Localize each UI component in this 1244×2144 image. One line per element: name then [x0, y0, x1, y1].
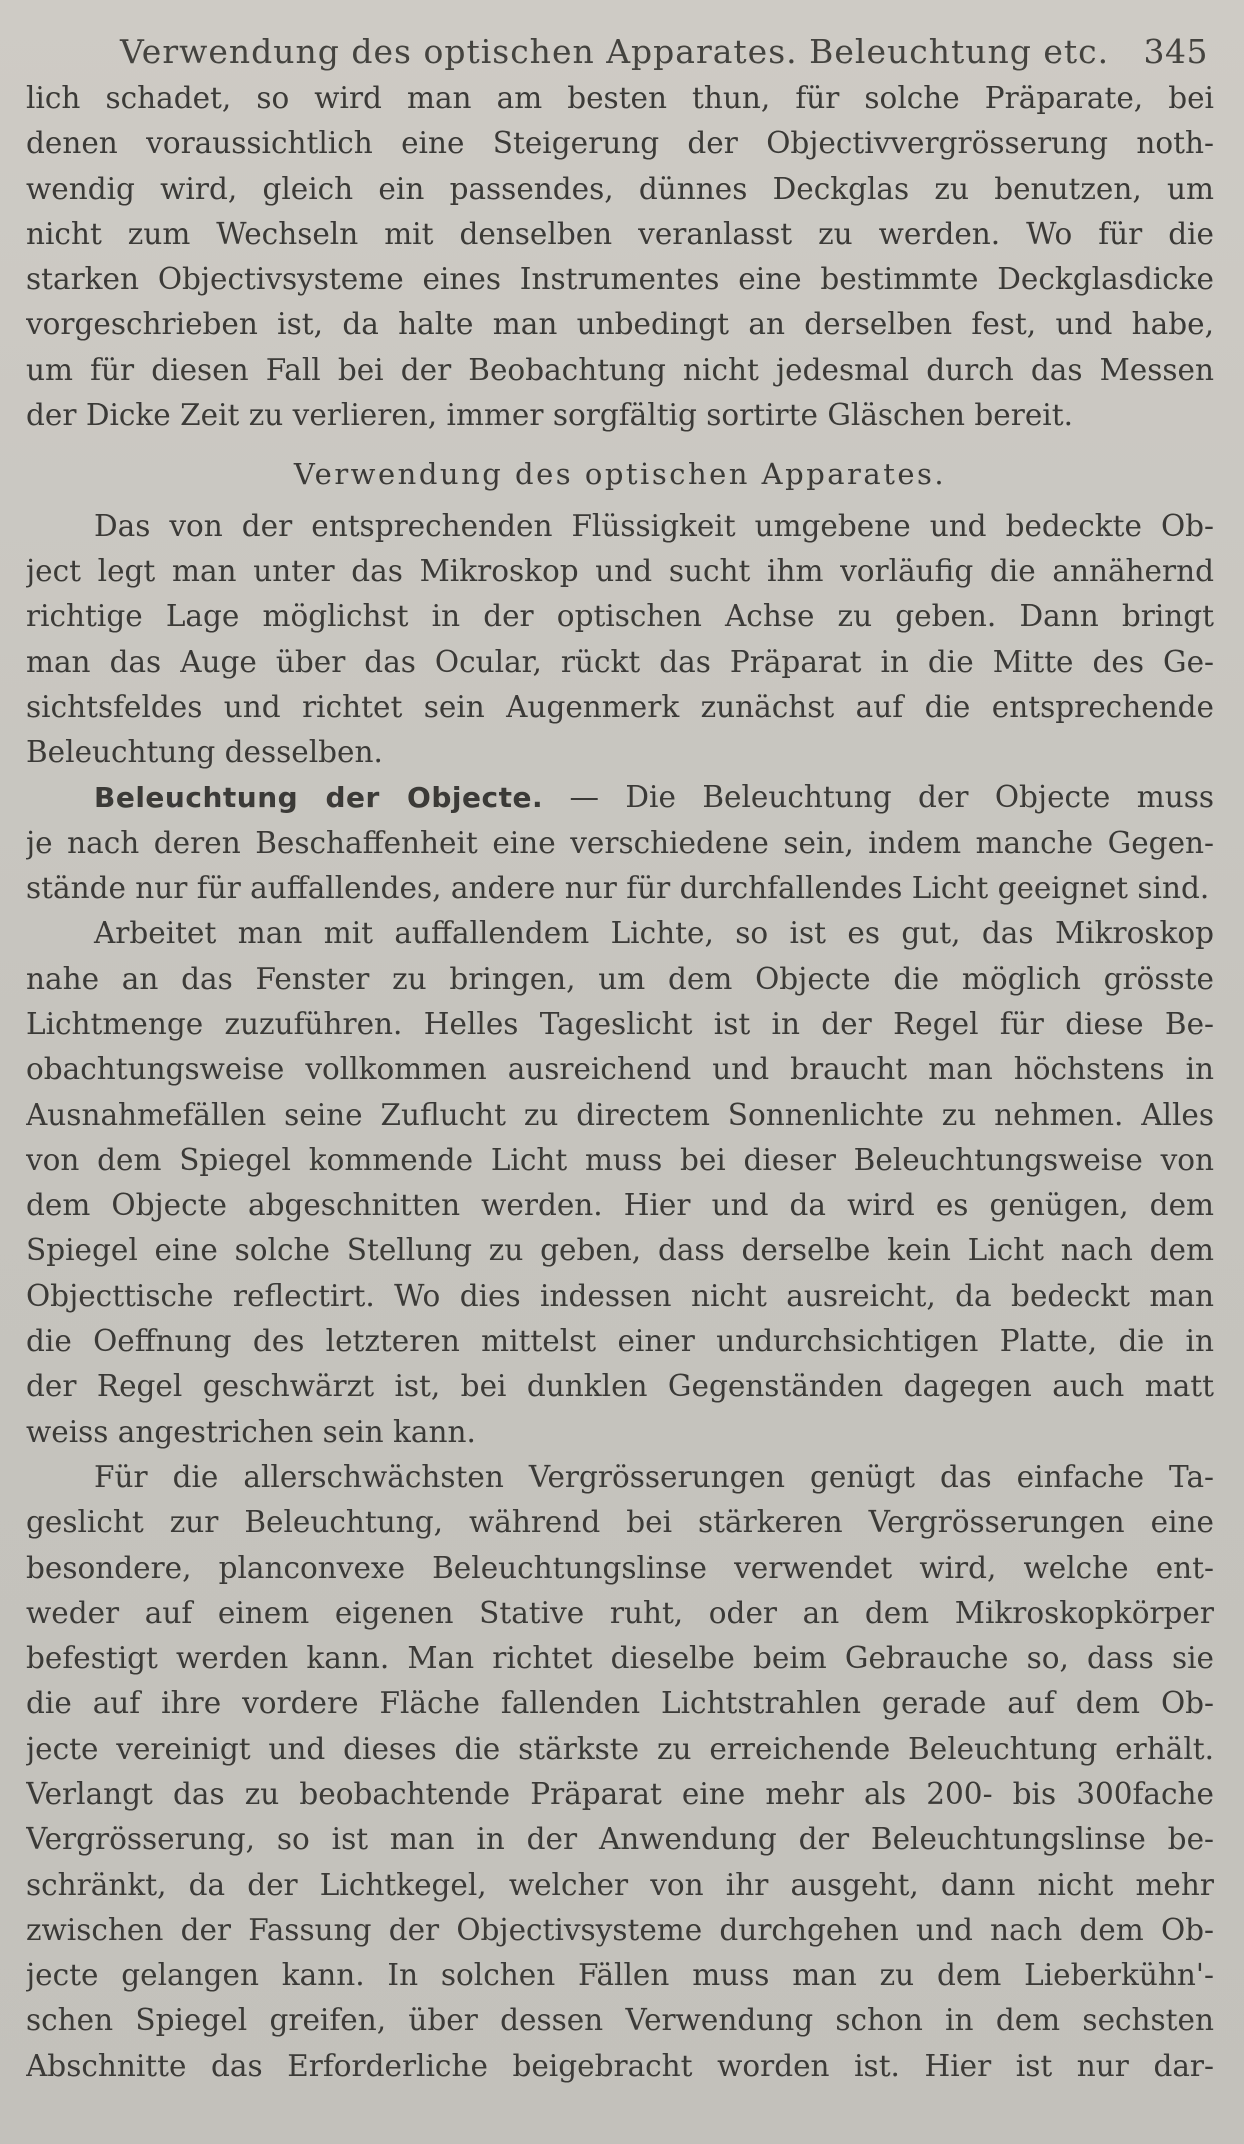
text-line: je nach deren Beschaffenheit eine verschiedene sein, indem manche Gegen-	[26, 825, 1214, 860]
section-heading: Verwendung des optischen Apparates.	[293, 457, 947, 492]
text-line: Verlangt das zu beobachtende Präparat eine mehr als 200- bis 300fache	[26, 1776, 1214, 1811]
text-line: Abschnitte das Erforderliche beigebracht worden ist. Hier ist nur dar-	[26, 2048, 1214, 2083]
text-line: die auf ihre vordere Fläche fallenden Lichtstrahlen gerade auf dem Ob-	[26, 1686, 1214, 1721]
text-line: obachtungsweise vollkommen ausreichend und braucht man höchstens in	[26, 1052, 1214, 1087]
text-line: weiss angestrichen sein kann.	[26, 1414, 476, 1449]
text-line: der Regel geschwärzt ist, bei dunklen Gegenständen dagegen auch matt	[26, 1369, 1214, 1404]
running-head-title: Verwendung des optischen Apparates. Beleuchtung etc.	[120, 32, 1110, 71]
text-line: dem Objecte abgeschnitten werden. Hier und da wird es genügen, dem	[26, 1188, 1214, 1223]
text-line: starken Objectivsysteme eines Instrumentes eine bestimmte Deckglasdicke	[26, 262, 1214, 297]
text-line: Beleuchtung desselben.	[26, 735, 383, 770]
text-line: weder auf einem eigenen Stative ruht, oder an dem Mikroskopkörper	[26, 1595, 1214, 1630]
text-line: schen Spiegel greifen, über dessen Verwendung schon in dem sechsten	[26, 2003, 1214, 2038]
text-line: Das von der entsprechenden Flüssigkeit umgebene und bedeckte Ob-	[94, 508, 1214, 543]
paragraph	[26, 911, 1214, 1455]
text-line: zwischen der Fassung der Objectivsysteme durchgehen und nach dem Ob-	[26, 1912, 1214, 1947]
text-line: Ausnahmefällen seine Zuflucht zu directem Sonnenlichte zu nehmen. Alles	[26, 1097, 1214, 1132]
running-head	[26, 30, 1214, 74]
text-line: nahe an das Fenster zu bringen, um dem Objecte die möglich grösste	[26, 961, 1214, 996]
text-line: Für die allerschwächsten Vergrösserungen genügt das einfache Ta-	[94, 1459, 1214, 1494]
text-line: vorgeschrieben ist, da halte man unbedingt an derselben fest, und habe,	[26, 307, 1214, 342]
text-line: Vergrösserung, so ist man in der Anwendung der Beleuchtungslinse be-	[26, 1822, 1214, 1857]
text-line: stände nur für auffallendes, andere nur für durchfallendes Licht geeignet sind.	[26, 871, 1210, 906]
text-line: Spiegel eine solche Stellung zu geben, dass derselbe kein Licht nach dem	[26, 1233, 1214, 1268]
text-line: um für diesen Fall bei der Beobachtung nicht jedesmal durch das Messen	[26, 352, 1214, 387]
text-line: der Dicke Zeit zu verlieren, immer sorgfältig sortirte Gläschen bereit.	[26, 398, 1073, 433]
text-line: richtige Lage möglichst in der optischen Achse zu geben. Dann bringt	[26, 599, 1214, 634]
text-line: sichtsfeldes und richtet sein Augenmerk zunächst auf die entsprechende	[26, 689, 1214, 724]
text-line: denen voraussichtlich eine Steigerung der Objectivvergrösserung noth-	[26, 126, 1214, 161]
text-line: wendig wird, gleich ein passendes, dünnes Deckglas zu benutzen, um	[26, 171, 1214, 206]
text-line: ject legt man unter das Mikroskop und sucht ihm vorläufig die annähernd	[26, 553, 1214, 588]
page-body	[26, 76, 1214, 2089]
text-line: jecte gelangen kann. In solchen Fällen muss man zu dem Lieberkühn'-	[26, 1958, 1214, 1993]
text-line: schränkt, da der Lichtkegel, welcher von ihr ausgeht, dann nicht mehr	[26, 1867, 1214, 1902]
paragraph	[26, 504, 1214, 776]
text-line: befestigt werden kann. Man richtet dieselbe beim Gebrauche so, dass sie	[26, 1641, 1214, 1676]
text-line: Arbeitet man mit auffallendem Lichte, so ist es gut, das Mikroskop	[94, 916, 1214, 951]
paragraph-continued	[26, 76, 1214, 438]
page-number: 345	[1143, 32, 1208, 71]
run-in-heading: Beleuchtung der Objecte.	[94, 781, 544, 815]
text-line: besondere, planconvexe Beleuchtungslinse verwendet wird, welche ent-	[26, 1550, 1214, 1585]
text-line: von dem Spiegel kommende Licht muss bei dieser Beleuchtungsweise von	[26, 1142, 1214, 1177]
text-line: Lichtmenge zuzuführen. Helles Tageslicht ist in der Regel für diese Be-	[26, 1006, 1214, 1041]
text-line: man das Auge über das Ocular, rückt das Präparat in die Mitte des Ge-	[26, 644, 1214, 679]
text-line: Objecttische reflectirt. Wo dies indessen nicht ausreicht, da bedeckt man	[26, 1278, 1214, 1313]
text-line: jecte vereinigt und dieses die stärkste zu erreichende Beleuchtung erhält.	[26, 1731, 1214, 1766]
text-run: — Die Beleuchtung der Objecte muss	[543, 780, 1214, 815]
text-line: geslicht zur Beleuchtung, während bei stärkeren Vergrösserungen eine	[26, 1505, 1214, 1540]
paragraph	[26, 1455, 1214, 2089]
text-line	[26, 775, 1214, 820]
text-line: nicht zum Wechseln mit denselben veranlasst zu werden. Wo für die	[26, 216, 1214, 251]
text-line: lich schadet, so wird man am besten thun, für solche Präparate, bei	[26, 81, 1214, 115]
paragraph	[26, 775, 1214, 911]
text-line: die Oeffnung des letzteren mittelst einer undurchsichtigen Platte, die in	[26, 1324, 1214, 1359]
